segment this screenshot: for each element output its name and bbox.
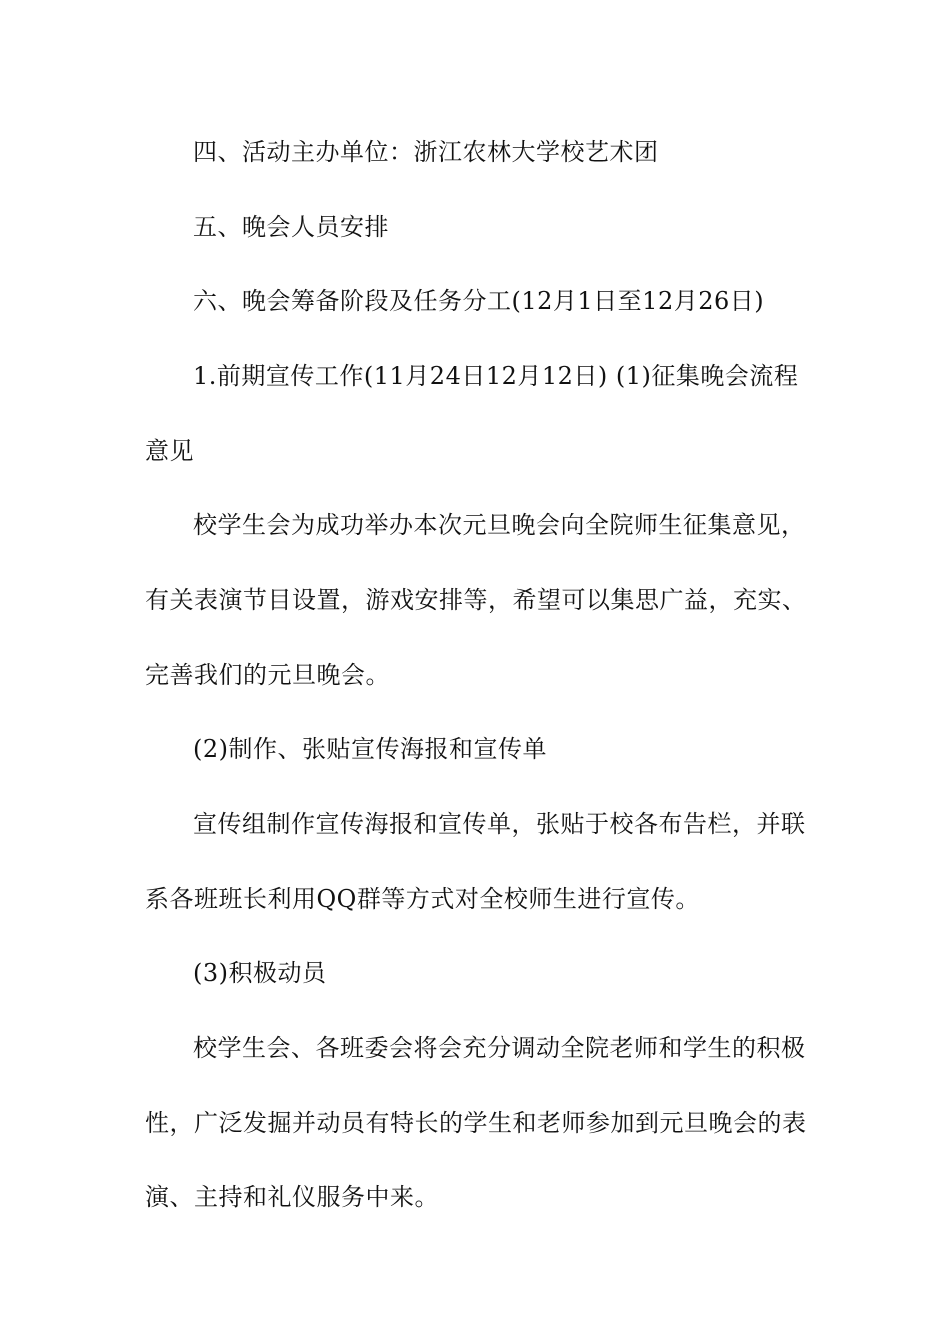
- section-staffing: 五、晚会人员安排: [193, 213, 389, 241]
- paragraph-line: 演、主持和礼仪服务中来。: [145, 1183, 439, 1211]
- paragraph-line: 意见: [145, 437, 194, 465]
- paragraph-line: 性，广泛发掘并动员有特长的学生和老师参加到元旦晚会的表: [145, 1109, 807, 1137]
- paragraph-line: 有关表演节目设置，游戏安排等，希望可以集思广益，充实、: [145, 586, 807, 614]
- item-poster: (2)制作、张贴宣传海报和宣传单: [193, 735, 547, 763]
- paragraph-line: 完善我们的元旦晚会。: [145, 661, 390, 689]
- paragraph-line: 校学生会为成功举办本次元旦晚会向全院师生征集意见，: [193, 511, 806, 539]
- paragraph-line: 校学生会、各班委会将会充分调动全院老师和学生的积极: [193, 1034, 806, 1062]
- subsection-publicity: 1.前期宣传工作(11月24日12月12日) (1)征集晚会流程: [193, 362, 799, 390]
- item-mobilize: (3)积极动员: [193, 959, 327, 987]
- section-organizer: 四、活动主办单位：浙江农林大学校艺术团: [193, 138, 659, 166]
- section-preparation: 六、晚会筹备阶段及任务分工(12月1日至12月26日): [193, 287, 765, 315]
- paragraph-line: 宣传组制作宣传海报和宣传单，张贴于校各布告栏，并联: [193, 810, 806, 838]
- paragraph-line: 系各班班长利用QQ群等方式对全校师生进行宣传。: [145, 885, 700, 913]
